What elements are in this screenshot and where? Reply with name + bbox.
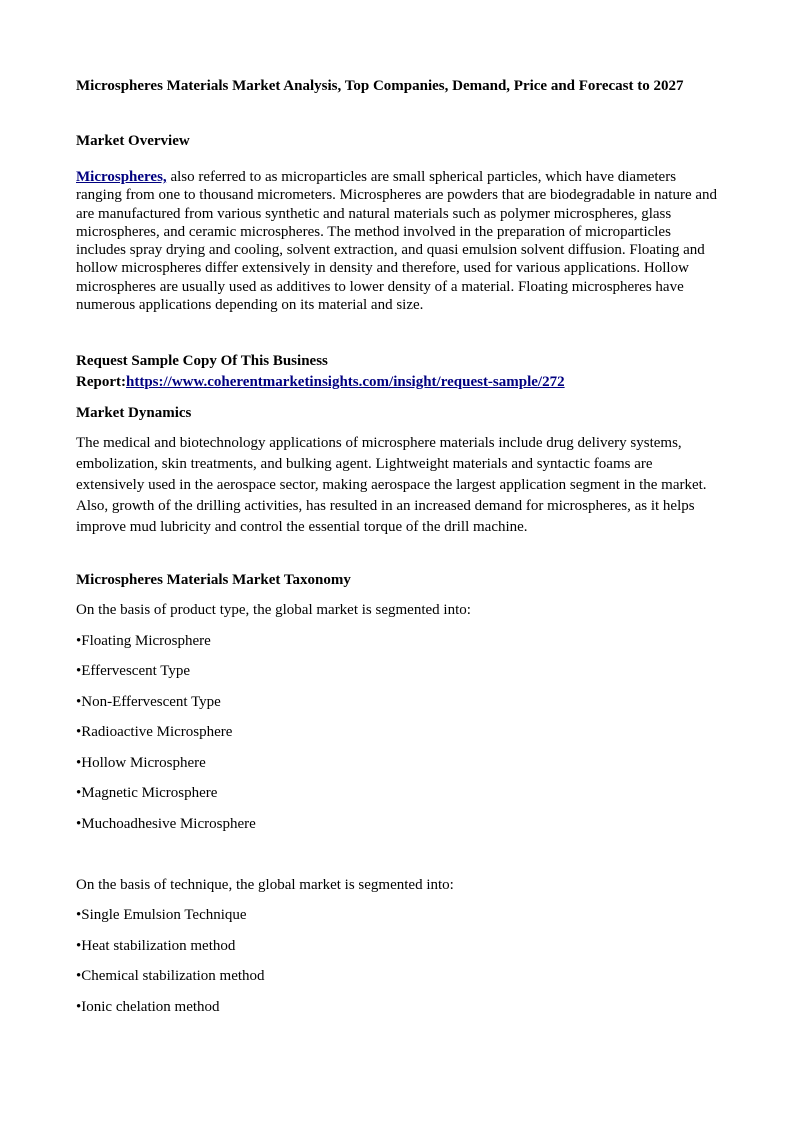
request-sample-line: Request Sample Copy Of This Business [76, 353, 328, 369]
list-item: •Magnetic Microsphere [76, 785, 218, 801]
market-overview-text: also referred to as microparticles are small spherical particles, which have diameters ranging from one to thousand micrometers. Microspheres are powders that are biodegradable in nature and are manufactured from various synthetic and natural materials such as polymer microspheres, glass microspheres, and ceramic microspheres. The method involved in the preparation of microparticles includes spray drying and cooling, solvent extraction, and quasi emulsion solvent diffusion. Floating and hollow microspheres differ extensively in density and therefore, used for various applications. Hollow microspheres are usually used as additives to lower density of a material. Floating microspheres have numerous applications depending on its material and size. [76, 169, 718, 314]
taxonomy-heading: Microspheres Materials Market Taxonomy [76, 572, 351, 588]
technique-intro: On the basis of technique, the global market is segmented into: [76, 877, 454, 893]
list-item: •Radioactive Microsphere [76, 724, 233, 740]
request-report-label: Report: [76, 374, 126, 390]
microspheres-link[interactable]: Microspheres, [76, 169, 167, 185]
list-item: •Chemical stabilization method [76, 968, 265, 984]
product-type-intro: On the basis of product type, the global market is segmented into: [76, 602, 471, 618]
list-item: •Single Emulsion Technique [76, 907, 247, 923]
request-sample-report-line [76, 372, 565, 393]
market-dynamics-paragraph: The medical and biotechnology applications of microsphere materials include drug delivery systems, embolization, skin treatments, and bulking agent. Lightweight materials and syntactic foams are extensively used in the aerospace sector, making aerospace the largest application segment in the market. Also, growth of the drilling activities, has resulted in an increased demand for microspheres, as it helps improve mud lubricity and control the essential torque of the drill machine. [76, 435, 707, 535]
market-overview-heading: Market Overview [76, 133, 190, 149]
market-overview-paragraph [76, 168, 718, 314]
list-item: •Heat stabilization method [76, 938, 236, 954]
market-dynamics-heading: Market Dynamics [76, 405, 192, 421]
list-item: •Ionic chelation method [76, 999, 220, 1015]
list-item: •Effervescent Type [76, 663, 191, 679]
list-item: •Hollow Microsphere [76, 755, 206, 771]
document-title: Microspheres Materials Market Analysis, Top Companies, Demand, Price and Forecast to 2027 [76, 78, 684, 94]
list-item: •Muchoadhesive Microsphere [76, 816, 256, 832]
request-sample-link[interactable]: https://www.coherentmarketinsights.com/insight/request-sample/272 [125, 374, 565, 390]
list-item: •Non-Effervescent Type [76, 694, 221, 710]
list-item: •Floating Microsphere [76, 633, 211, 649]
